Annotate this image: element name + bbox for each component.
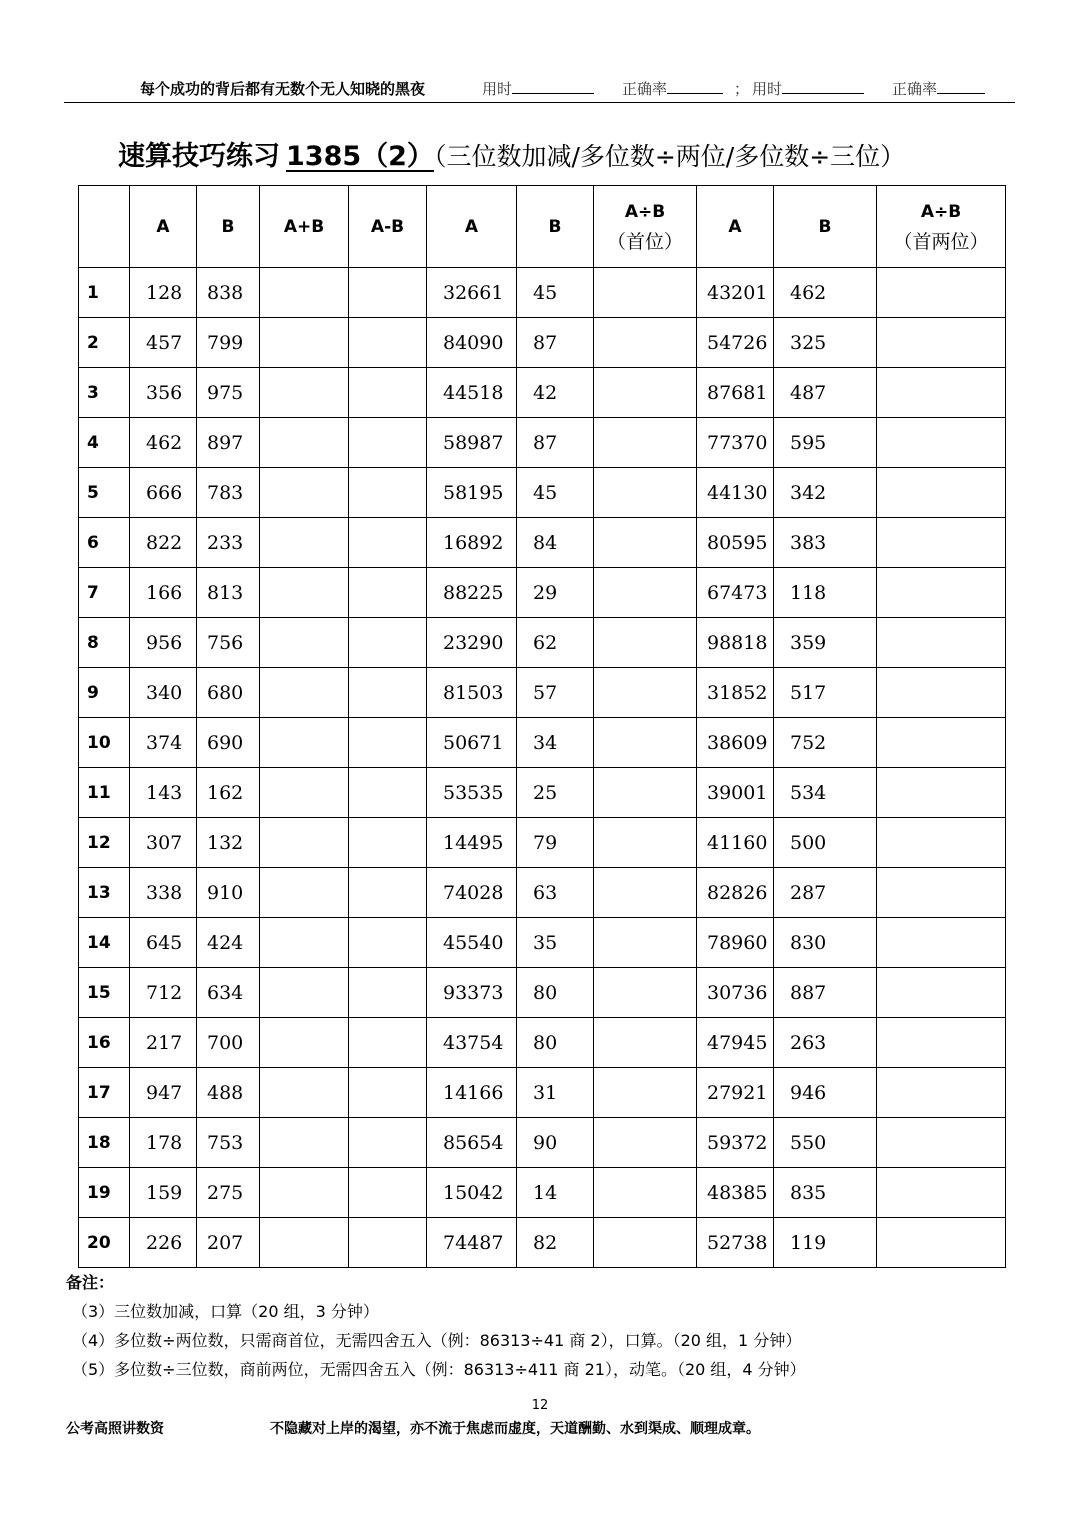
answer-diff[interactable] <box>349 468 427 518</box>
cell-b3: 550 <box>774 1118 877 1168</box>
cell-a3: 38609 <box>697 718 774 768</box>
cell-a1: 462 <box>130 418 197 468</box>
answer-sum[interactable] <box>260 868 349 918</box>
answer-diff[interactable] <box>349 1118 427 1168</box>
cell-a2: 53535 <box>427 768 517 818</box>
time-field-2 <box>752 78 864 99</box>
cell-a1: 178 <box>130 1118 197 1168</box>
cell-b3: 595 <box>774 418 877 468</box>
cell-b3: 946 <box>774 1068 877 1118</box>
answer-div-first[interactable] <box>594 868 697 918</box>
cell-b2: 80 <box>517 968 594 1018</box>
answer-div-first[interactable] <box>594 418 697 468</box>
accuracy-label-1: 正确率 <box>622 80 668 98</box>
cell-a3: 67473 <box>697 568 774 618</box>
answer-diff[interactable] <box>349 818 427 868</box>
cell-b2: 80 <box>517 1018 594 1068</box>
header-div-first-two-line1: A÷B <box>920 201 962 222</box>
answer-div-first-two[interactable] <box>877 818 1006 868</box>
cell-b3: 500 <box>774 818 877 868</box>
answer-div-first[interactable] <box>594 768 697 818</box>
header-a3: A <box>697 186 774 268</box>
answer-sum[interactable] <box>260 918 349 968</box>
row-index: 2 <box>79 318 130 368</box>
answer-div-first-two[interactable] <box>877 618 1006 668</box>
cell-a1: 712 <box>130 968 197 1018</box>
answer-div-first-two[interactable] <box>877 1018 1006 1068</box>
cell-b2: 25 <box>517 768 594 818</box>
cell-b3: 263 <box>774 1018 877 1068</box>
answer-div-first[interactable] <box>594 1218 697 1268</box>
cell-a2: 50671 <box>427 718 517 768</box>
cell-b1: 813 <box>197 568 260 618</box>
row-index: 9 <box>79 668 130 718</box>
answer-div-first-two[interactable] <box>877 1118 1006 1168</box>
table-row <box>79 1118 1006 1168</box>
time-label-1: 用时 <box>482 80 513 98</box>
cell-a1: 356 <box>130 368 197 418</box>
cell-b1: 162 <box>197 768 260 818</box>
row-index: 18 <box>79 1118 130 1168</box>
cell-a1: 947 <box>130 1068 197 1118</box>
cell-b3: 534 <box>774 768 877 818</box>
answer-sum[interactable] <box>260 968 349 1018</box>
footer-author: 公考高照讲数资 <box>66 1421 164 1437</box>
cell-a2: 16892 <box>427 518 517 568</box>
cell-a1: 159 <box>130 1168 197 1218</box>
answer-div-first[interactable] <box>594 668 697 718</box>
cell-a2: 14166 <box>427 1068 517 1118</box>
answer-sum[interactable] <box>260 668 349 718</box>
row-index: 12 <box>79 818 130 868</box>
cell-b3: 517 <box>774 668 877 718</box>
cell-b2: 87 <box>517 318 594 368</box>
answer-diff[interactable] <box>349 618 427 668</box>
answer-sum[interactable] <box>260 418 349 468</box>
cell-b1: 756 <box>197 618 260 668</box>
answer-diff[interactable] <box>349 968 427 1018</box>
table-row <box>79 518 1006 568</box>
cell-b1: 275 <box>197 1168 260 1218</box>
cell-b1: 424 <box>197 918 260 968</box>
cell-b1: 910 <box>197 868 260 918</box>
cell-a2: 32661 <box>427 268 517 318</box>
cell-b1: 700 <box>197 1018 260 1068</box>
notes <box>66 1268 1026 1384</box>
cell-a2: 14495 <box>427 818 517 868</box>
answer-diff[interactable] <box>349 1068 427 1118</box>
cell-b3: 342 <box>774 468 877 518</box>
cell-b1: 838 <box>197 268 260 318</box>
title-main: 速算技巧练习 <box>118 141 280 172</box>
row-index: 20 <box>79 1218 130 1268</box>
note-line-3: （3）三位数加减，口算（20 组，3 分钟） <box>72 1302 379 1321</box>
answer-sum[interactable] <box>260 568 349 618</box>
header-a1: A <box>130 186 197 268</box>
cell-b2: 45 <box>517 268 594 318</box>
answer-div-first-two[interactable] <box>877 268 1006 318</box>
table-row <box>79 1218 1006 1268</box>
answer-div-first-two[interactable] <box>877 1218 1006 1268</box>
table-row <box>79 968 1006 1018</box>
accuracy-blank-1[interactable] <box>667 79 723 94</box>
answer-div-first[interactable] <box>594 468 697 518</box>
cell-a3: 80595 <box>697 518 774 568</box>
header-a2: A <box>427 186 517 268</box>
answer-sum[interactable] <box>260 818 349 868</box>
answer-diff[interactable] <box>349 768 427 818</box>
answer-div-first[interactable] <box>594 618 697 668</box>
cell-a2: 23290 <box>427 618 517 668</box>
row-index: 17 <box>79 1068 130 1118</box>
cell-b2: 35 <box>517 918 594 968</box>
answer-diff[interactable] <box>349 1168 427 1218</box>
cell-a1: 822 <box>130 518 197 568</box>
answer-diff[interactable] <box>349 1018 427 1068</box>
row-index: 6 <box>79 518 130 568</box>
answer-div-first-two[interactable] <box>877 718 1006 768</box>
answer-div-first[interactable] <box>594 1118 697 1168</box>
cell-b2: 87 <box>517 418 594 468</box>
answer-sum[interactable] <box>260 1018 349 1068</box>
cell-b2: 79 <box>517 818 594 868</box>
header-div-first <box>594 186 697 268</box>
answer-div-first[interactable] <box>594 568 697 618</box>
answer-div-first[interactable] <box>594 918 697 968</box>
cell-a1: 338 <box>130 868 197 918</box>
cell-a3: 43201 <box>697 268 774 318</box>
cell-a1: 340 <box>130 668 197 718</box>
header-div-first-two-line2: （首两位） <box>893 230 989 253</box>
answer-sum[interactable] <box>260 1118 349 1168</box>
table-row <box>79 268 1006 318</box>
cell-b3: 487 <box>774 368 877 418</box>
answer-div-first[interactable] <box>594 368 697 418</box>
cell-a1: 666 <box>130 468 197 518</box>
answer-diff[interactable] <box>349 918 427 968</box>
row-index: 8 <box>79 618 130 668</box>
row-index: 3 <box>79 368 130 418</box>
cell-a3: 39001 <box>697 768 774 818</box>
cell-a2: 44518 <box>427 368 517 418</box>
table-row <box>79 1168 1006 1218</box>
table-row <box>79 668 1006 718</box>
table-row <box>79 818 1006 868</box>
table-row <box>79 468 1006 518</box>
cell-a2: 84090 <box>427 318 517 368</box>
cell-b1: 488 <box>197 1068 260 1118</box>
header-index <box>79 186 130 268</box>
answer-diff[interactable] <box>349 418 427 468</box>
cell-b2: 82 <box>517 1218 594 1268</box>
cell-a2: 58195 <box>427 468 517 518</box>
time-field-1 <box>482 78 594 99</box>
cell-a1: 374 <box>130 718 197 768</box>
cell-b1: 132 <box>197 818 260 868</box>
answer-sum[interactable] <box>260 1168 349 1218</box>
cell-b3: 830 <box>774 918 877 968</box>
cell-a2: 93373 <box>427 968 517 1018</box>
table-row <box>79 918 1006 968</box>
accuracy-blank-2[interactable] <box>937 79 985 94</box>
cell-a3: 82826 <box>697 868 774 918</box>
table-row <box>79 718 1006 768</box>
cell-a3: 54726 <box>697 318 774 368</box>
header-sum: A+B <box>260 186 349 268</box>
answer-sum[interactable] <box>260 1068 349 1118</box>
header-separator: ； <box>734 80 750 98</box>
table-row <box>79 368 1006 418</box>
cell-a3: 87681 <box>697 368 774 418</box>
cell-b3: 118 <box>774 568 877 618</box>
answer-sum[interactable] <box>260 1218 349 1268</box>
cell-a3: 98818 <box>697 618 774 668</box>
table-row <box>79 318 1006 368</box>
row-index: 16 <box>79 1018 130 1068</box>
answer-div-first-two[interactable] <box>877 518 1006 568</box>
cell-b3: 887 <box>774 968 877 1018</box>
cell-a3: 30736 <box>697 968 774 1018</box>
cell-b3: 462 <box>774 268 877 318</box>
answer-div-first-two[interactable] <box>877 368 1006 418</box>
answer-div-first[interactable] <box>594 518 697 568</box>
header-b2: B <box>517 186 594 268</box>
cell-b3: 325 <box>774 318 877 368</box>
title-subtitle: （三位数加减/多位数÷两位/多位数÷三位） <box>433 142 906 171</box>
header-div-first-two <box>877 186 1006 268</box>
answer-div-first-two[interactable] <box>877 568 1006 618</box>
table-row <box>79 1018 1006 1068</box>
table-row <box>79 568 1006 618</box>
answer-diff[interactable] <box>349 1218 427 1268</box>
cell-b1: 897 <box>197 418 260 468</box>
cell-b2: 42 <box>517 368 594 418</box>
header-b1: B <box>197 186 260 268</box>
cell-a1: 226 <box>130 1218 197 1268</box>
table-row <box>79 868 1006 918</box>
cell-a2: 85654 <box>427 1118 517 1168</box>
answer-div-first-two[interactable] <box>877 1168 1006 1218</box>
header-diff: A-B <box>349 186 427 268</box>
cell-a1: 128 <box>130 268 197 318</box>
cell-a2: 81503 <box>427 668 517 718</box>
cell-b2: 63 <box>517 868 594 918</box>
cell-a3: 59372 <box>697 1118 774 1168</box>
cell-b2: 29 <box>517 568 594 618</box>
row-index: 10 <box>79 718 130 768</box>
cell-a2: 88225 <box>427 568 517 618</box>
answer-div-first-two[interactable] <box>877 668 1006 718</box>
cell-a2: 43754 <box>427 1018 517 1068</box>
cell-b1: 233 <box>197 518 260 568</box>
answer-diff[interactable] <box>349 868 427 918</box>
cell-b2: 31 <box>517 1068 594 1118</box>
header-div-first-line1: A÷B <box>624 201 666 222</box>
title-number: 1385（2） <box>286 141 434 172</box>
cell-b1: 753 <box>197 1118 260 1168</box>
cell-a3: 48385 <box>697 1168 774 1218</box>
answer-div-first[interactable] <box>594 718 697 768</box>
answer-div-first[interactable] <box>594 1168 697 1218</box>
accuracy-field-1 <box>622 78 723 99</box>
table-header-row <box>79 186 1006 268</box>
answer-sum[interactable] <box>260 768 349 818</box>
cell-a3: 77370 <box>697 418 774 468</box>
footer-slogan: 不隐藏对上岸的渴望，亦不流于焦虑而虚度，天道酬勤、水到渠成、顺理成章。 <box>270 1421 760 1437</box>
cell-b1: 975 <box>197 368 260 418</box>
cell-b1: 207 <box>197 1218 260 1268</box>
cell-a1: 143 <box>130 768 197 818</box>
row-index: 5 <box>79 468 130 518</box>
cell-a3: 52738 <box>697 1218 774 1268</box>
cell-b2: 84 <box>517 518 594 568</box>
header-b3: B <box>774 186 877 268</box>
cell-a1: 645 <box>130 918 197 968</box>
time-blank-1[interactable] <box>512 79 594 94</box>
cell-b1: 634 <box>197 968 260 1018</box>
note-line-5: （5）多位数÷三位数，商前两位，无需四舍五入（例：86313÷411 商 21），动笔。（20 组，4 分钟） <box>72 1360 806 1379</box>
row-index: 4 <box>79 418 130 468</box>
answer-div-first-two[interactable] <box>877 418 1006 468</box>
row-index: 15 <box>79 968 130 1018</box>
table-row <box>79 418 1006 468</box>
time-label-2: 用时 <box>752 80 783 98</box>
cell-a2: 58987 <box>427 418 517 468</box>
answer-diff[interactable] <box>349 268 427 318</box>
answer-diff[interactable] <box>349 318 427 368</box>
practice-table <box>78 185 1006 1268</box>
cell-a2: 74028 <box>427 868 517 918</box>
note-line-4: （4）多位数÷两位数，只需商首位，无需四舍五入（例：86313÷41 商 2），口算。（20 组，1 分钟） <box>72 1331 802 1350</box>
answer-diff[interactable] <box>349 718 427 768</box>
cell-a2: 74487 <box>427 1218 517 1268</box>
cell-b2: 62 <box>517 618 594 668</box>
answer-div-first-two[interactable] <box>877 318 1006 368</box>
cell-b2: 45 <box>517 468 594 518</box>
answer-div-first-two[interactable] <box>877 868 1006 918</box>
header-div-first-line2: （首位） <box>606 230 683 253</box>
page-title <box>118 134 1018 173</box>
row-index: 14 <box>79 918 130 968</box>
cell-b3: 383 <box>774 518 877 568</box>
answer-div-first-two[interactable] <box>877 468 1006 518</box>
answer-div-first-two[interactable] <box>877 918 1006 968</box>
row-index: 19 <box>79 1168 130 1218</box>
cell-a1: 457 <box>130 318 197 368</box>
accuracy-field-2 <box>892 78 985 99</box>
cell-a2: 15042 <box>427 1168 517 1218</box>
cell-a1: 217 <box>130 1018 197 1068</box>
answer-div-first[interactable] <box>594 1068 697 1118</box>
cell-a3: 47945 <box>697 1018 774 1068</box>
answer-sum[interactable] <box>260 318 349 368</box>
cell-b3: 287 <box>774 868 877 918</box>
cell-b1: 690 <box>197 718 260 768</box>
answer-diff[interactable] <box>349 368 427 418</box>
table-row <box>79 618 1006 668</box>
answer-div-first[interactable] <box>594 1018 697 1068</box>
row-index: 13 <box>79 868 130 918</box>
answer-diff[interactable] <box>349 518 427 568</box>
answer-diff[interactable] <box>349 568 427 618</box>
cell-a3: 31852 <box>697 668 774 718</box>
row-index: 11 <box>79 768 130 818</box>
accuracy-label-2: 正确率 <box>892 80 938 98</box>
page-header <box>64 76 1015 103</box>
cell-b1: 783 <box>197 468 260 518</box>
cell-a1: 956 <box>130 618 197 668</box>
answer-sum[interactable] <box>260 518 349 568</box>
page-number: 12 <box>531 1398 549 1413</box>
table-body <box>79 268 1006 1268</box>
table-row <box>79 1068 1006 1118</box>
answer-div-first[interactable] <box>594 818 697 868</box>
answer-sum[interactable] <box>260 368 349 418</box>
cell-b3: 752 <box>774 718 877 768</box>
cell-b2: 34 <box>517 718 594 768</box>
cell-b3: 835 <box>774 1168 877 1218</box>
cell-b3: 359 <box>774 618 877 668</box>
cell-b2: 57 <box>517 668 594 718</box>
cell-a2: 45540 <box>427 918 517 968</box>
row-index: 1 <box>79 268 130 318</box>
header-motto: 每个成功的背后都有无数个无人知晓的黑夜 <box>140 80 426 98</box>
answer-sum[interactable] <box>260 718 349 768</box>
answer-div-first-two[interactable] <box>877 1068 1006 1118</box>
answer-div-first[interactable] <box>594 268 697 318</box>
cell-a1: 307 <box>130 818 197 868</box>
answer-sum[interactable] <box>260 618 349 668</box>
answer-sum[interactable] <box>260 268 349 318</box>
cell-b1: 799 <box>197 318 260 368</box>
answer-div-first[interactable] <box>594 318 697 368</box>
cell-b2: 90 <box>517 1118 594 1168</box>
answer-diff[interactable] <box>349 668 427 718</box>
cell-a3: 27921 <box>697 1068 774 1118</box>
answer-div-first-two[interactable] <box>877 968 1006 1018</box>
cell-b3: 119 <box>774 1218 877 1268</box>
cell-a3: 78960 <box>697 918 774 968</box>
table-row <box>79 768 1006 818</box>
answer-div-first-two[interactable] <box>877 768 1006 818</box>
cell-a1: 166 <box>130 568 197 618</box>
cell-b2: 14 <box>517 1168 594 1218</box>
time-blank-2[interactable] <box>782 79 864 94</box>
answer-sum[interactable] <box>260 468 349 518</box>
cell-a3: 41160 <box>697 818 774 868</box>
row-index: 7 <box>79 568 130 618</box>
cell-b1: 680 <box>197 668 260 718</box>
notes-title: 备注： <box>66 1273 115 1292</box>
cell-a3: 44130 <box>697 468 774 518</box>
answer-div-first[interactable] <box>594 968 697 1018</box>
